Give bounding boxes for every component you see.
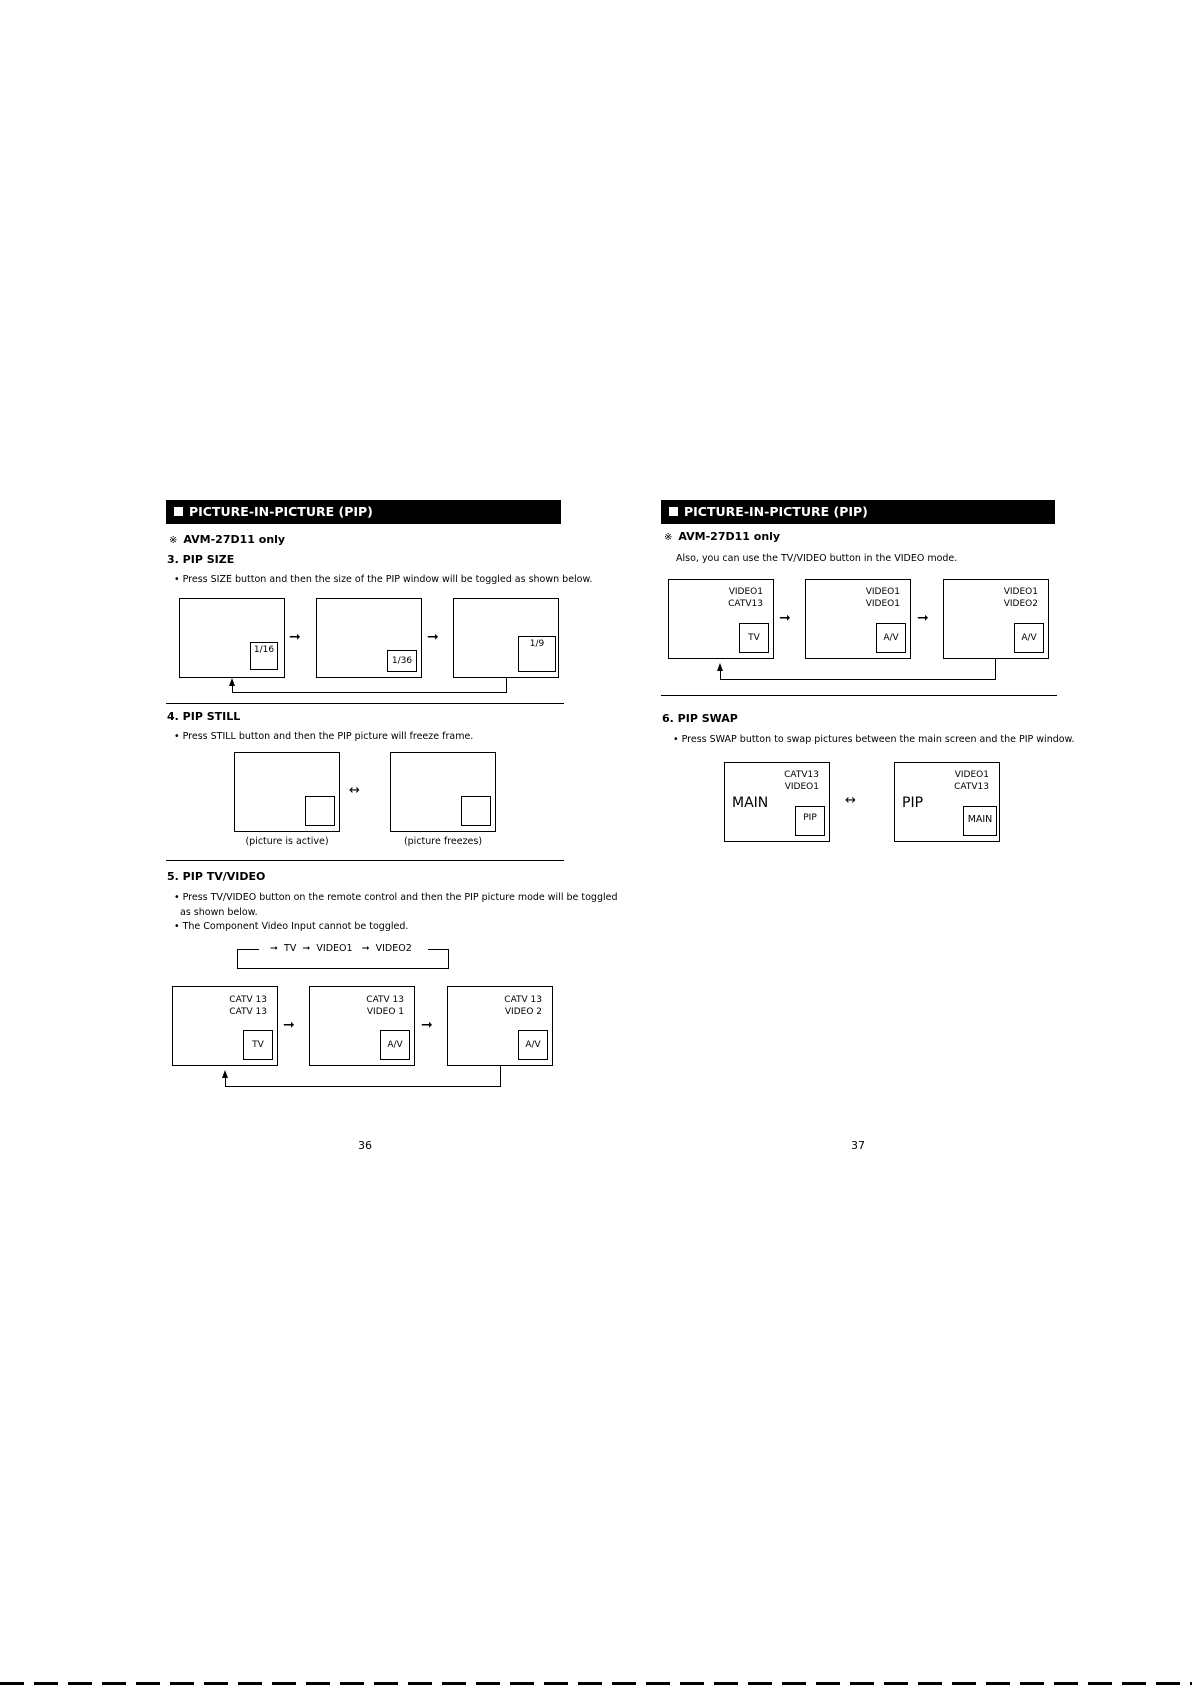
- left-section-header: [166, 500, 561, 524]
- screen-line1: VIDEO1: [954, 770, 989, 780]
- flow-bracket: [448, 949, 449, 968]
- size-pip-2: [387, 650, 417, 672]
- swap-after-labels: [954, 769, 989, 793]
- screen-line1: VIDEO1: [1003, 587, 1038, 597]
- arrow-right-icon: ➞: [283, 1017, 295, 1033]
- caption-freezes: (picture freezes): [403, 836, 483, 847]
- swap-pip-after: [963, 806, 997, 836]
- swap-main-label: PIP: [902, 795, 924, 811]
- arrow-right-icon: ➞: [779, 610, 791, 626]
- arrow-up-icon: [222, 1070, 228, 1078]
- tvvideo-pip-1: [243, 1030, 273, 1060]
- pip-tvvideo-text-1: • Press TV/VIDEO button on the remote control and then the PIP picture mode will be toggled: [174, 890, 618, 905]
- swap-screen-after: [894, 762, 1000, 842]
- right-screen-2: [805, 579, 911, 659]
- tvvideo-screen-1: [172, 986, 278, 1066]
- flow-sequence: [270, 943, 412, 954]
- pip-label: TV: [252, 1040, 264, 1050]
- reference-mark-icon: ※: [664, 532, 673, 543]
- square-icon: [669, 507, 678, 516]
- screen-line1: CATV13: [784, 770, 819, 780]
- pip-swap-title: 6. PIP SWAP: [662, 712, 738, 725]
- screen-line2: VIDEO2: [1003, 599, 1038, 609]
- arrow-up-icon: [229, 678, 235, 686]
- pip-label: PIP: [803, 813, 817, 823]
- flow-bracket: [237, 949, 238, 968]
- tvvideo-screen-1-labels: [229, 994, 267, 1018]
- still-pip-frozen: [461, 796, 491, 826]
- double-arrow-icon: ↔: [845, 793, 856, 808]
- right-page-number: 37: [851, 1139, 865, 1152]
- swap-main-label: MAIN: [732, 795, 769, 811]
- right-screen-3: [943, 579, 1049, 659]
- right-intro-text: Also, you can use the TV/VIDEO button in the VIDEO mode.: [676, 553, 958, 564]
- loop-line: [500, 1066, 501, 1086]
- right-screen-3-labels: [1004, 586, 1038, 610]
- screen-line2: VIDEO1: [784, 782, 819, 792]
- right-pip-3: [1014, 623, 1044, 653]
- left-header-text: PICTURE-IN-PICTURE (PIP): [189, 504, 373, 519]
- pip-tvvideo-title: 5. PIP TV/VIDEO: [167, 870, 266, 883]
- right-screen-2-labels: [866, 586, 900, 610]
- swap-pip-before: [795, 806, 825, 836]
- reference-mark-icon: ※: [169, 535, 178, 546]
- screen-line2: VIDEO 2: [504, 1007, 542, 1017]
- flow-bracket: [237, 968, 449, 969]
- right-pip-2: [876, 623, 906, 653]
- flow-video2: VIDEO2: [375, 943, 412, 954]
- size-pip-1: [250, 642, 278, 670]
- pip-label: A/V: [1021, 633, 1037, 643]
- loop-line: [225, 1086, 501, 1087]
- flow-bracket: [237, 949, 259, 950]
- screen-line2: VIDEO1: [865, 599, 900, 609]
- loop-line: [720, 679, 996, 680]
- double-arrow-icon: ↔: [349, 783, 360, 798]
- screen-line1: VIDEO1: [865, 587, 900, 597]
- screen-line2: CATV13: [954, 782, 989, 792]
- square-icon: [174, 507, 183, 516]
- loop-line: [506, 678, 507, 692]
- arrow-right-icon: ➞: [361, 943, 370, 954]
- still-screen-frozen: [390, 752, 496, 832]
- arrow-right-icon: ➞: [302, 943, 311, 954]
- divider: [166, 860, 564, 861]
- tvvideo-screen-2-labels: [366, 994, 404, 1018]
- arrow-right-icon: ➞: [270, 943, 278, 954]
- right-model-note: [664, 530, 780, 543]
- pip-size-text: • Press SIZE button and then the size of the PIP window will be toggled as shown below.: [174, 572, 592, 587]
- pip-label: MAIN: [967, 814, 993, 825]
- screen-line1: CATV 13: [504, 995, 542, 1005]
- divider: [661, 695, 1057, 696]
- right-note-text: AVM-27D11 only: [678, 530, 781, 543]
- screen-line2: CATV13: [728, 599, 763, 609]
- tvvideo-pip-2: [380, 1030, 410, 1060]
- size-screen-2: [316, 598, 422, 678]
- size-label-2: 1/36: [391, 656, 413, 666]
- loop-line: [995, 659, 996, 679]
- pip-label: A/V: [525, 1040, 541, 1050]
- left-page-number: 36: [358, 1139, 372, 1152]
- arrow-right-icon: ➞: [289, 629, 301, 645]
- divider: [166, 703, 564, 704]
- screen-line2: VIDEO 1: [366, 1007, 404, 1017]
- pip-label: TV: [748, 633, 760, 643]
- size-screen-1: [179, 598, 285, 678]
- screen-line1: CATV 13: [229, 995, 267, 1005]
- swap-before-labels: [784, 769, 819, 793]
- tvvideo-pip-3: [518, 1030, 548, 1060]
- tvvideo-screen-3-labels: [504, 994, 542, 1018]
- screen-line2: CATV 13: [229, 1007, 267, 1017]
- tvvideo-screen-3: [447, 986, 553, 1066]
- swap-screen-before: [724, 762, 830, 842]
- right-section-header: [661, 500, 1055, 524]
- screen-line1: CATV 13: [366, 995, 404, 1005]
- pip-size-title: 3. PIP SIZE: [167, 553, 235, 566]
- left-note-text: AVM-27D11 only: [183, 533, 286, 546]
- size-screen-3: [453, 598, 559, 678]
- pip-tvvideo-text-1b: as shown below.: [180, 907, 258, 918]
- pip-swap-text: • Press SWAP button to swap pictures between the main screen and the PIP window.: [673, 732, 1074, 747]
- pip-label: A/V: [883, 633, 899, 643]
- caption-active: (picture is active): [245, 836, 329, 847]
- size-label-1: 1/16: [253, 645, 275, 655]
- pip-label: A/V: [387, 1040, 403, 1050]
- flow-video1: VIDEO1: [316, 943, 353, 954]
- size-pip-3: [518, 636, 556, 672]
- right-screen-1-labels: [728, 586, 763, 610]
- arrow-right-icon: ➞: [427, 629, 439, 645]
- pip-still-text: • Press STILL button and then the PIP picture will freeze frame.: [174, 729, 473, 744]
- pip-tvvideo-text-2: • The Component Video Input cannot be toggled.: [174, 919, 408, 934]
- pip-still-title: 4. PIP STILL: [167, 710, 241, 723]
- flow-bracket: [428, 949, 449, 950]
- loop-line: [232, 692, 507, 693]
- size-label-3: 1/9: [529, 639, 545, 649]
- left-model-note: [169, 533, 285, 546]
- arrow-right-icon: ➞: [917, 610, 929, 626]
- arrow-right-icon: ➞: [421, 1017, 433, 1033]
- arrow-up-icon: [717, 663, 723, 671]
- still-screen-active: [234, 752, 340, 832]
- screen-line1: VIDEO1: [728, 587, 763, 597]
- still-pip-active: [305, 796, 335, 826]
- right-header-text: PICTURE-IN-PICTURE (PIP): [684, 504, 868, 519]
- right-pip-1: [739, 623, 769, 653]
- right-screen-1: [668, 579, 774, 659]
- flow-tv: TV: [284, 943, 297, 954]
- tvvideo-screen-2: [309, 986, 415, 1066]
